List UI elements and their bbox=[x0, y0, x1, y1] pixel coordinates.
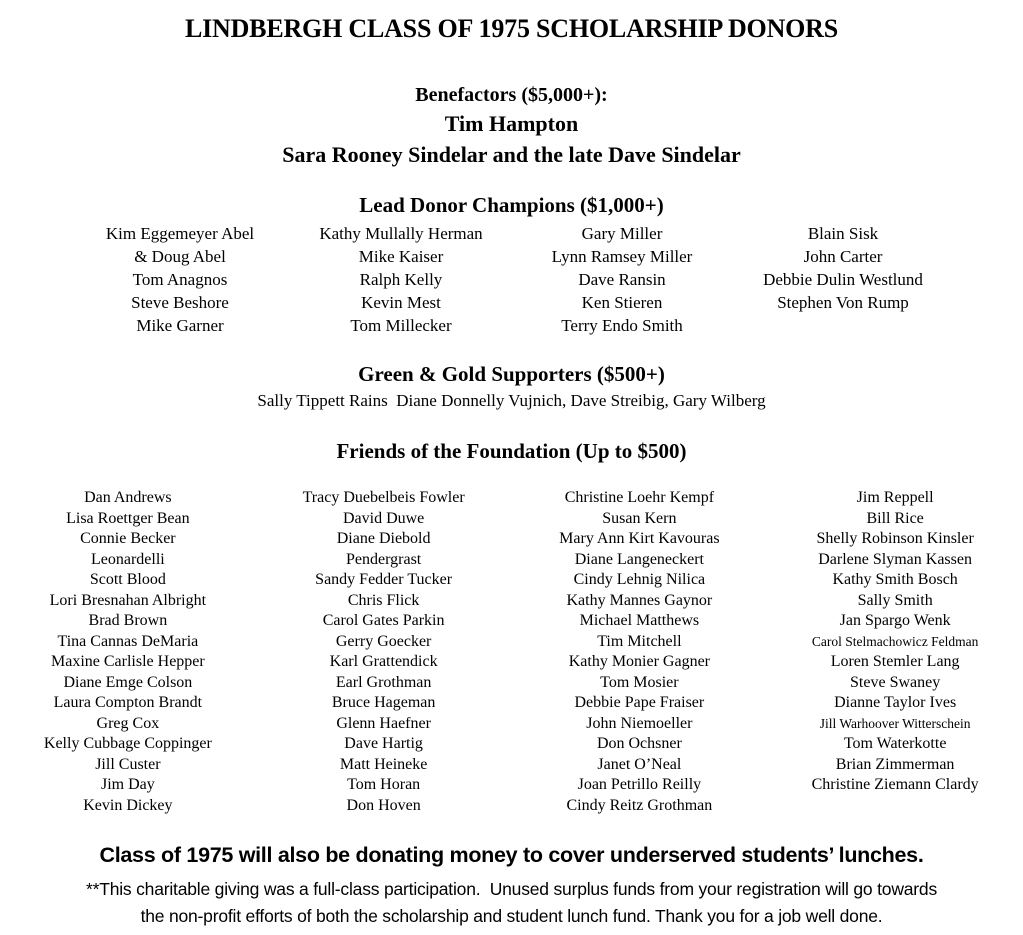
donor-name: Chris Flick bbox=[347, 591, 420, 609]
donor-name: Dan Andrews bbox=[84, 489, 172, 506]
footer bbox=[0, 842, 1023, 930]
lead-donors-grid bbox=[70, 222, 954, 337]
donor-name: Maxine Carlisle Hepper bbox=[51, 653, 205, 670]
donor-name: Brian Zimmerman bbox=[835, 755, 955, 773]
friends-grid bbox=[0, 488, 1023, 816]
friends-column-1 bbox=[0, 488, 256, 816]
donor-name: Mike Kaiser bbox=[358, 247, 444, 266]
footnote-line-1: **This charitable giving was a full-class participation. Unused surplus funds from your registration will go towards bbox=[85, 879, 938, 899]
green-gold-heading: Green & Gold Supporters ($500+) bbox=[358, 362, 665, 386]
donor-name: Lisa Roettger Bean bbox=[66, 509, 190, 527]
donor-name: Earl Grothman bbox=[335, 673, 432, 691]
donor-name: Michael Matthews bbox=[579, 612, 700, 629]
donor-name: Kevin Mest bbox=[361, 293, 441, 312]
donor-name: Loren Stemler Lang bbox=[830, 653, 960, 670]
footnote bbox=[0, 876, 1023, 930]
lunch-donation-statement: Class of 1975 will also be donating money to cover underserved students’ lunches. bbox=[99, 843, 924, 867]
donor-name: & Doug Abel bbox=[134, 247, 226, 266]
footnote-line-2: the non-profit efforts of both the scholarship and student lunch fund. Thank you for a job well done. bbox=[140, 906, 883, 926]
donor-name: Pendergrast bbox=[346, 550, 422, 568]
donor-name: Jim Day bbox=[100, 776, 155, 793]
donor-name: Joan Petrillo Reilly bbox=[577, 776, 702, 793]
donor-name: Carol Gates Parkin bbox=[322, 612, 445, 629]
donor-name: Ralph Kelly bbox=[359, 270, 443, 289]
donor-name: Kathy Smith Bosch bbox=[832, 571, 958, 588]
donor-name: Gerry Goecker bbox=[335, 632, 432, 650]
donor-name: Tom Anagnos bbox=[132, 270, 228, 289]
benefactors-section bbox=[0, 82, 1023, 170]
donor-name: Dave Hartig bbox=[344, 735, 423, 752]
donor-name: Lori Bresnahan Albright bbox=[49, 591, 207, 609]
donor-name: David Duwe bbox=[342, 509, 425, 527]
donor-name: Jan Spargo Wenk bbox=[839, 612, 951, 629]
donor-name: Jim Reppell bbox=[856, 489, 934, 506]
donor-name: Diane Diebold bbox=[336, 530, 431, 547]
donor-name: Susan Kern bbox=[602, 509, 677, 527]
lead-donor-column-3 bbox=[512, 222, 733, 337]
friends-heading: Friends of the Foundation (Up to $500) bbox=[336, 439, 687, 463]
donor-name: Ken Stieren bbox=[581, 293, 663, 312]
donor-name: Tom Waterkotte bbox=[843, 735, 947, 752]
donor-name: Debbie Dulin Westlund bbox=[763, 270, 923, 289]
donor-name: Tracy Duebelbeis Fowler bbox=[302, 489, 465, 506]
donor-name: Kelly Cubbage Coppinger bbox=[43, 735, 212, 752]
donor-name: Mike Garner bbox=[136, 316, 224, 335]
page-title: LINDBERGH CLASS OF 1975 SCHOLARSHIP DONORS bbox=[184, 14, 839, 43]
lead-donors-heading: Lead Donor Champions ($1,000+) bbox=[359, 193, 664, 217]
donor-name: Leonardelli bbox=[91, 550, 165, 568]
benefactor-name: Sara Rooney Sindelar and the late Dave Sindelar bbox=[282, 142, 741, 167]
donor-name: Jill Custer bbox=[95, 755, 161, 773]
donor-name: Kathy Mannes Gaynor bbox=[566, 591, 713, 609]
donor-name: Stephen Von Rump bbox=[777, 293, 909, 312]
donor-name: John Carter bbox=[803, 247, 883, 266]
lead-donor-column-2 bbox=[291, 222, 512, 337]
donor-name: Tom Horan bbox=[347, 776, 421, 793]
donor-name: Dianne Taylor Ives bbox=[834, 694, 957, 711]
donor-name: Terry Endo Smith bbox=[561, 316, 683, 335]
donor-name: Steve Swaney bbox=[850, 673, 941, 691]
donor-name: Steve Beshore bbox=[131, 293, 229, 312]
donor-name: Bruce Hageman bbox=[331, 694, 436, 711]
friends-column-4 bbox=[767, 488, 1023, 816]
friends-column-3 bbox=[512, 488, 768, 816]
donor-name: Gary Miller bbox=[581, 224, 663, 243]
donor-name: Janet O’Neal bbox=[597, 755, 682, 773]
donor-name: Tom Mosier bbox=[600, 673, 679, 691]
donor-name: Brad Brown bbox=[88, 612, 168, 629]
donor-name: Lynn Ramsey Miller bbox=[551, 247, 693, 266]
lead-donor-column-4 bbox=[733, 222, 954, 337]
donor-name: Carol Stelmachowicz Feldman bbox=[811, 633, 979, 649]
donor-name: Greg Cox bbox=[96, 714, 160, 732]
donor-name: Tom Millecker bbox=[350, 316, 452, 335]
donor-name: Blain Sisk bbox=[807, 224, 879, 243]
donor-name: Don Hoven bbox=[346, 796, 421, 814]
benefactor-name: Tim Hampton bbox=[444, 111, 579, 136]
donor-name: Shelly Robinson Kinsler bbox=[816, 530, 974, 547]
donor-name: Sandy Fedder Tucker bbox=[315, 571, 453, 588]
donor-name: Connie Becker bbox=[80, 530, 176, 547]
green-gold-names: Sally Tippett Rains Diane Donnelly Vujnich, Dave Streibig, Gary Wilberg bbox=[257, 391, 766, 410]
donor-name: Cindy Reitz Grothman bbox=[566, 796, 713, 814]
donor-name: Matt Heineke bbox=[339, 755, 428, 773]
donor-name: Tim Mitchell bbox=[597, 632, 682, 650]
donor-name: Diane Langeneckert bbox=[574, 550, 704, 568]
donor-name: Karl Grattendick bbox=[329, 653, 438, 670]
donor-name: Debbie Pape Fraiser bbox=[574, 694, 705, 711]
donor-name: Kevin Dickey bbox=[83, 796, 173, 814]
donor-name: Kim Eggemeyer Abel bbox=[105, 224, 255, 243]
donor-name: John Niemoeller bbox=[586, 714, 693, 732]
donor-name: Christine Ziemann Clardy bbox=[811, 776, 979, 793]
donor-name: Kathy Monier Gagner bbox=[568, 653, 711, 670]
donor-name: Don Ochsner bbox=[596, 735, 682, 752]
friends-column-2 bbox=[256, 488, 512, 816]
donor-name: Kathy Mullally Herman bbox=[319, 224, 483, 243]
donor-name: Laura Compton Brandt bbox=[53, 694, 203, 711]
donor-name: Dave Ransin bbox=[578, 270, 666, 289]
donor-name: Jill Warhoover Witterschein bbox=[819, 715, 971, 731]
donor-name: Mary Ann Kirt Kavouras bbox=[559, 530, 720, 547]
donor-name: Tina Cannas DeMaria bbox=[57, 632, 199, 650]
donor-name: Christine Loehr Kempf bbox=[564, 489, 715, 506]
benefactors-heading: Benefactors ($5,000+): bbox=[415, 84, 608, 106]
donor-name: Darlene Slyman Kassen bbox=[818, 550, 972, 568]
donor-name: Diane Emge Colson bbox=[63, 673, 193, 691]
donor-name: Glenn Haefner bbox=[336, 714, 431, 732]
donor-name: Sally Smith bbox=[857, 591, 933, 609]
donor-name: Cindy Lehnig Nilica bbox=[573, 571, 706, 588]
donor-name: Bill Rice bbox=[866, 509, 924, 527]
lead-donor-column-1 bbox=[70, 222, 291, 337]
donor-name: Scott Blood bbox=[89, 571, 166, 588]
